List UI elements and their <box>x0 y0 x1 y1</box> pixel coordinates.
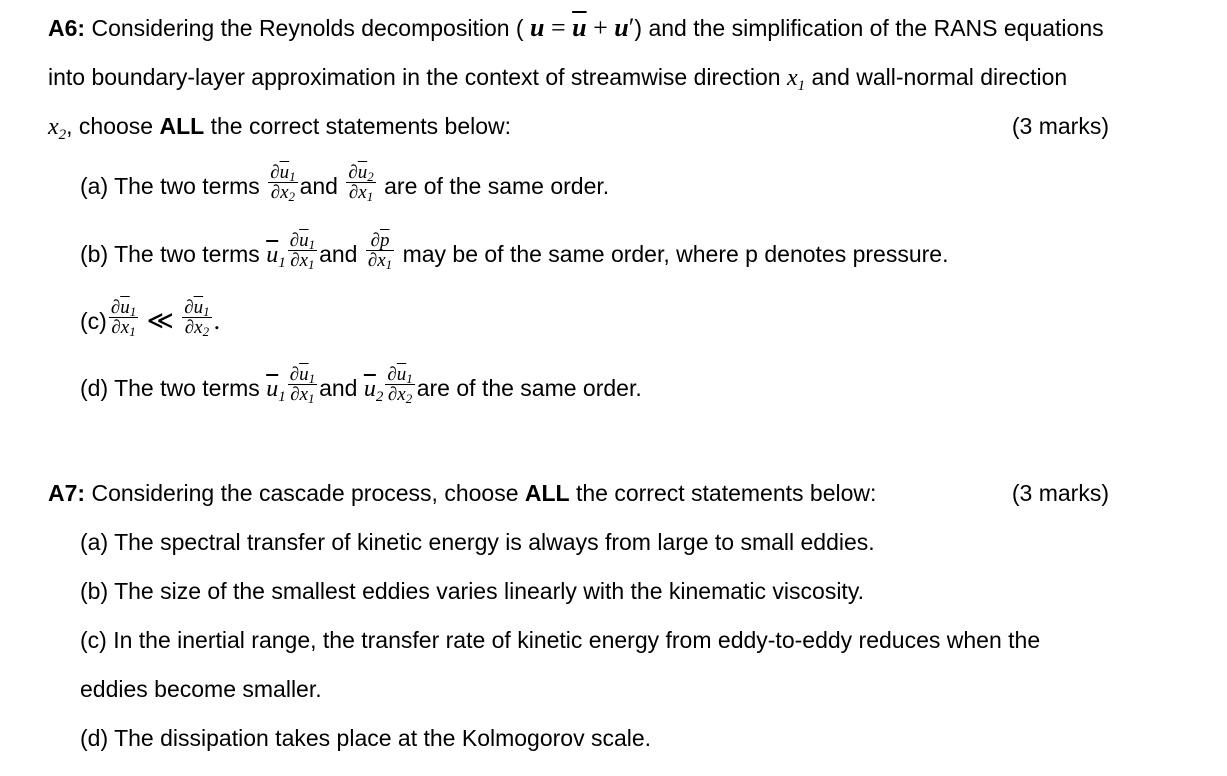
a6-marks: (3 marks) <box>1011 113 1109 139</box>
much-less-than-symbol: ≪ <box>146 306 174 336</box>
a6-option-d-pre: (d) The two terms <box>80 375 260 402</box>
a6-option-a-post: are of the same order. <box>384 173 610 200</box>
fraction-du1-dx1: $\frac{\partial\overline{u}_1}{\partial x_1}$ <box>289 230 316 272</box>
a6-line-3-text: , choose <box>66 113 154 139</box>
fraction-du1-dx2-c: $\frac{\partial\overline{u}_1}{\partial x_2}$ <box>184 297 210 339</box>
reynolds-decomposition-formula: $u = \overline{u} + u'$ <box>529 13 635 42</box>
a6-line-3 <box>48 111 511 142</box>
a6-option-d-post: are of the same order. <box>416 375 642 402</box>
a6-option-b-post: may be of the same order, where p denotes pressure. <box>402 241 949 268</box>
a6-option-a-pre: (a) The two terms <box>80 173 260 200</box>
a6-intro-text: Considering the Reynolds decomposition ( <box>85 15 524 41</box>
a6-intro-text-2: ) and the simplification of the RANS equations <box>634 15 1104 41</box>
a6-option-a <box>80 162 610 208</box>
a7-option-b: (b) The size of the smallest eddies varies linearly with the kinematic viscosity. <box>80 578 865 604</box>
a6-intro-line <box>48 13 1104 43</box>
a6-all-emphasis: ALL <box>159 113 205 139</box>
a7-intro-text: Considering the cascade process, choose <box>85 480 519 506</box>
a7-option-c-line-2: eddies become smaller. <box>80 676 322 702</box>
fraction-du1-dx1-c: $\frac{\partial\overline{u}_1}{\partial x_1}$ <box>110 297 137 339</box>
x2-symbol: $x_2$ <box>48 114 67 143</box>
a7-all-emphasis: ALL <box>524 480 570 506</box>
a7-intro-text-b: the correct statements below: <box>575 480 877 506</box>
fraction-dp-dx1: $\frac{\partial\overline{p}}{\partial x_1}$ <box>367 230 393 272</box>
a7-option-a: (a) The spectral transfer of kinetic energy is always from large to small eddies. <box>80 529 875 555</box>
a7-marks: (3 marks) <box>1011 480 1109 506</box>
a6-line-2-text: into boundary-layer approximation in the context of streamwise direction <box>48 64 781 90</box>
a7-intro-line <box>48 478 876 508</box>
a6-option-b-mid: and <box>319 241 358 268</box>
period-symbol: . <box>213 306 221 336</box>
fraction-du1-dx2-d: $\frac{\partial\overline{u}_1}{\partial x_2}$ <box>387 364 413 406</box>
a6-option-a-mid: and <box>299 173 338 200</box>
a6-option-b-pre: (b) The two terms <box>80 241 260 268</box>
a6-option-d-mid: and <box>319 375 358 402</box>
a6-option-b <box>80 230 949 276</box>
a6-label: A6: <box>48 15 86 41</box>
a6-option-c-pre: (c) <box>80 308 107 335</box>
a6-line-3-text-b: the correct statements below: <box>210 113 512 139</box>
fraction-du2-dx1: $\frac{\partial\overline{u}_2}{\partial x_1}$ <box>348 162 374 204</box>
fraction-du1-dx1-d: $\frac{\partial\overline{u}_1}{\partial x_1}$ <box>289 364 316 406</box>
u2-bar-symbol-d: $\overline{u}_2$ <box>363 376 384 406</box>
a6-option-d <box>80 364 642 410</box>
u1-bar-symbol-d: $\overline{u}_1$ <box>266 376 286 406</box>
u1-bar-symbol: $\overline{u}_1$ <box>266 242 286 272</box>
a7-option-d: (d) The dissipation takes place at the Kolmogorov scale. <box>80 725 652 751</box>
a6-line-2 <box>48 62 1067 93</box>
a6-line-2-text-b: and wall-normal direction <box>811 64 1068 90</box>
a7-option-c-line-1: (c) In the inertial range, the transfer rate of kinetic energy from eddy-to-eddy reduces when the <box>80 627 1041 653</box>
x1-symbol: $x_1$ <box>786 65 806 94</box>
a6-option-c <box>80 297 221 343</box>
fraction-du1-dx2: $\frac{\partial\overline{u}_1}{\partial x_2}$ <box>270 162 296 204</box>
a7-label: A7: <box>48 480 86 506</box>
